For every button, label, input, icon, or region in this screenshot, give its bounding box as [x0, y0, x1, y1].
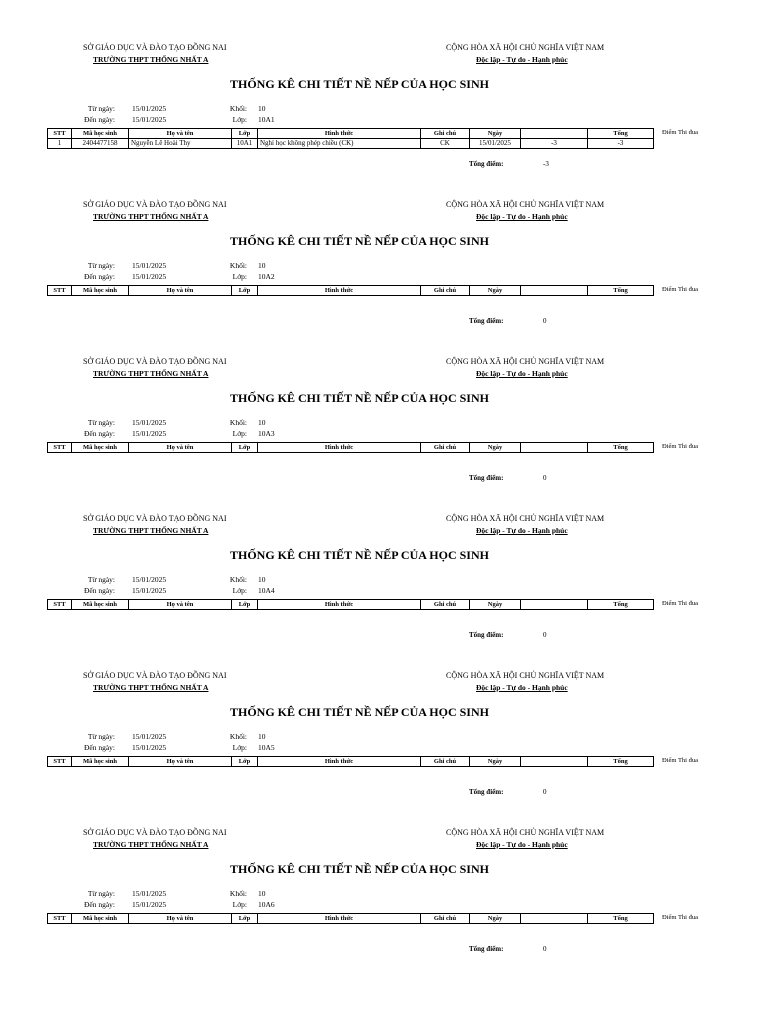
- column-header: Lớp: [232, 600, 258, 610]
- class-report-10a4: [0, 511, 768, 661]
- class-value: 10A3: [258, 429, 275, 438]
- column-header: Hình thức: [258, 129, 421, 139]
- class-label: Lớp:: [232, 743, 247, 752]
- discipline-table: [47, 442, 654, 453]
- school-name: TRƯỜNG THPT THỐNG NHẤT A: [93, 55, 209, 64]
- grade-value: 10: [258, 104, 266, 113]
- department-name: SỞ GIÁO DỤC VÀ ĐÀO TẠO ĐỒNG NAI: [83, 43, 227, 52]
- column-header: Ghi chú: [421, 129, 470, 139]
- from-date-label: Từ ngày:: [87, 104, 115, 113]
- grade-value: 10: [258, 889, 266, 898]
- column-header: Mã học sinh: [72, 914, 129, 924]
- class-value: 10A5: [258, 743, 275, 752]
- report-title: THỐNG KÊ CHI TIẾT NỀ NẾP CỦA HỌC SINH: [230, 548, 489, 562]
- report-title: THỐNG KÊ CHI TIẾT NỀ NẾP CỦA HỌC SINH: [230, 862, 489, 876]
- total-score-label: Tổng điểm:: [469, 160, 504, 168]
- school-name: TRƯỜNG THPT THỐNG NHẤT A: [93, 369, 209, 378]
- national-motto: Độc lập - Tự do - Hạnh phúc: [476, 840, 568, 849]
- class-report-10a5: [0, 668, 768, 818]
- class-report-10a3: [0, 354, 768, 504]
- table-header-row: [48, 600, 654, 610]
- total-score-value: 0: [543, 474, 547, 482]
- class-report-10a2: [0, 197, 768, 347]
- total-score-label: Tổng điểm:: [469, 631, 504, 639]
- class-label: Lớp:: [232, 115, 247, 124]
- column-header: Tổng: [588, 443, 654, 453]
- grade-value: 10: [258, 732, 266, 741]
- column-header: Ngày: [470, 286, 521, 296]
- column-header: Ngày: [470, 757, 521, 767]
- from-date-value: 15/01/2025: [132, 732, 167, 741]
- total-score-label: Tổng điểm:: [469, 788, 504, 796]
- table-cell: CK: [421, 139, 470, 149]
- from-date-label: Từ ngày:: [87, 732, 115, 741]
- column-header: [521, 443, 588, 453]
- to-date-value: 15/01/2025: [132, 586, 167, 595]
- class-report-10a6: [0, 825, 768, 975]
- table-cell: -3: [588, 139, 654, 149]
- nation-name: CỘNG HÒA XÃ HỘI CHỦ NGHĨA VIỆT NAM: [446, 671, 605, 680]
- discipline-table: [47, 913, 654, 924]
- emulation-score-label: Điểm Thi đua: [662, 443, 698, 450]
- grade-label: Khối:: [229, 889, 247, 898]
- to-date-label: Đến ngày:: [83, 429, 115, 438]
- column-header: [521, 757, 588, 767]
- total-score-value: 0: [543, 945, 547, 953]
- column-header: Họ và tên: [129, 443, 232, 453]
- class-label: Lớp:: [232, 429, 247, 438]
- column-header: STT: [48, 443, 72, 453]
- column-header: Tổng: [588, 129, 654, 139]
- class-label: Lớp:: [232, 900, 247, 909]
- table-header-row: [48, 757, 654, 767]
- from-date-label: Từ ngày:: [87, 575, 115, 584]
- class-value: 10A2: [258, 272, 275, 281]
- column-header: Ghi chú: [421, 443, 470, 453]
- nation-name: CỘNG HÒA XÃ HỘI CHỦ NGHĨA VIỆT NAM: [446, 514, 605, 523]
- column-header: Ghi chú: [421, 914, 470, 924]
- to-date-value: 15/01/2025: [132, 429, 167, 438]
- to-date-label: Đến ngày:: [83, 900, 115, 909]
- column-header: [521, 129, 588, 139]
- column-header: STT: [48, 914, 72, 924]
- column-header: Họ và tên: [129, 600, 232, 610]
- to-date-value: 15/01/2025: [132, 115, 167, 124]
- emulation-score-label: Điểm Thi đua: [662, 600, 698, 607]
- grade-label: Khối:: [229, 732, 247, 741]
- column-header: Ngày: [470, 443, 521, 453]
- column-header: Hình thức: [258, 286, 421, 296]
- department-name: SỞ GIÁO DỤC VÀ ĐÀO TẠO ĐỒNG NAI: [83, 200, 227, 209]
- grade-value: 10: [258, 575, 266, 584]
- to-date-label: Đến ngày:: [83, 743, 115, 752]
- from-date-label: Từ ngày:: [87, 261, 115, 270]
- table-row: [48, 139, 654, 149]
- class-value: 10A1: [258, 115, 275, 124]
- total-score-label: Tổng điểm:: [469, 317, 504, 325]
- grade-label: Khối:: [229, 575, 247, 584]
- total-score-label: Tổng điểm:: [469, 945, 504, 953]
- grade-label: Khối:: [229, 104, 247, 113]
- report-title: THỐNG KÊ CHI TIẾT NỀ NẾP CỦA HỌC SINH: [230, 705, 489, 719]
- column-header: Hình thức: [258, 914, 421, 924]
- total-score-value: 0: [543, 631, 547, 639]
- column-header: Họ và tên: [129, 914, 232, 924]
- column-header: Hình thức: [258, 757, 421, 767]
- table-header-row: [48, 286, 654, 296]
- table-header-row: [48, 129, 654, 139]
- to-date-value: 15/01/2025: [132, 272, 167, 281]
- grade-label: Khối:: [229, 418, 247, 427]
- from-date-value: 15/01/2025: [132, 261, 167, 270]
- grade-label: Khối:: [229, 261, 247, 270]
- column-header: Mã học sinh: [72, 757, 129, 767]
- table-cell: -3: [521, 139, 588, 149]
- national-motto: Độc lập - Tự do - Hạnh phúc: [476, 683, 568, 692]
- table-cell: 1: [48, 139, 72, 149]
- column-header: Họ và tên: [129, 757, 232, 767]
- department-name: SỞ GIÁO DỤC VÀ ĐÀO TẠO ĐỒNG NAI: [83, 514, 227, 523]
- to-date-label: Đến ngày:: [83, 272, 115, 281]
- total-score-value: 0: [543, 317, 547, 325]
- column-header: Mã học sinh: [72, 129, 129, 139]
- emulation-score-label: Điểm Thi đua: [662, 129, 698, 136]
- table-cell: 10A1: [232, 139, 258, 149]
- department-name: SỞ GIÁO DỤC VÀ ĐÀO TẠO ĐỒNG NAI: [83, 671, 227, 680]
- column-header: Ngày: [470, 129, 521, 139]
- school-name: TRƯỜNG THPT THỐNG NHẤT A: [93, 526, 209, 535]
- column-header: [521, 286, 588, 296]
- column-header: Ghi chú: [421, 600, 470, 610]
- column-header: Lớp: [232, 443, 258, 453]
- national-motto: Độc lập - Tự do - Hạnh phúc: [476, 526, 568, 535]
- school-name: TRƯỜNG THPT THỐNG NHẤT A: [93, 683, 209, 692]
- column-header: Ghi chú: [421, 286, 470, 296]
- total-score-value: -3: [543, 160, 549, 168]
- table-cell: 15/01/2025: [470, 139, 521, 149]
- column-header: Tổng: [588, 286, 654, 296]
- nation-name: CỘNG HÒA XÃ HỘI CHỦ NGHĨA VIỆT NAM: [446, 200, 605, 209]
- discipline-table: [47, 756, 654, 767]
- to-date-value: 15/01/2025: [132, 743, 167, 752]
- column-header: Tổng: [588, 600, 654, 610]
- column-header: Ngày: [470, 914, 521, 924]
- nation-name: CỘNG HÒA XÃ HỘI CHỦ NGHĨA VIỆT NAM: [446, 357, 605, 366]
- to-date-label: Đến ngày:: [83, 586, 115, 595]
- national-motto: Độc lập - Tự do - Hạnh phúc: [476, 55, 568, 64]
- table-cell: Nghỉ học không phép chiều (CK): [258, 139, 421, 149]
- from-date-value: 15/01/2025: [132, 104, 167, 113]
- column-header: [521, 600, 588, 610]
- discipline-table: [47, 599, 654, 610]
- column-header: [521, 914, 588, 924]
- column-header: STT: [48, 757, 72, 767]
- report-title: THỐNG KÊ CHI TIẾT NỀ NẾP CỦA HỌC SINH: [230, 234, 489, 248]
- nation-name: CỘNG HÒA XÃ HỘI CHỦ NGHĨA VIỆT NAM: [446, 828, 605, 837]
- total-score-value: 0: [543, 788, 547, 796]
- column-header: Mã học sinh: [72, 600, 129, 610]
- column-header: STT: [48, 600, 72, 610]
- grade-value: 10: [258, 418, 266, 427]
- column-header: Họ và tên: [129, 286, 232, 296]
- column-header: Ghi chú: [421, 757, 470, 767]
- column-header: STT: [48, 286, 72, 296]
- department-name: SỞ GIÁO DỤC VÀ ĐÀO TẠO ĐỒNG NAI: [83, 828, 227, 837]
- column-header: Hình thức: [258, 600, 421, 610]
- column-header: Lớp: [232, 286, 258, 296]
- table-cell: Nguyễn Lê Hoài Thy: [129, 139, 232, 149]
- table-header-row: [48, 914, 654, 924]
- report-title: THỐNG KÊ CHI TIẾT NỀ NẾP CỦA HỌC SINH: [230, 77, 489, 91]
- national-motto: Độc lập - Tự do - Hạnh phúc: [476, 369, 568, 378]
- emulation-score-label: Điểm Thi đua: [662, 757, 698, 764]
- column-header: Họ và tên: [129, 129, 232, 139]
- school-name: TRƯỜNG THPT THỐNG NHẤT A: [93, 212, 209, 221]
- column-header: Ngày: [470, 600, 521, 610]
- total-score-label: Tổng điểm:: [469, 474, 504, 482]
- grade-value: 10: [258, 261, 266, 270]
- column-header: Lớp: [232, 914, 258, 924]
- column-header: Tổng: [588, 757, 654, 767]
- table-cell: 2404477158: [72, 139, 129, 149]
- column-header: Lớp: [232, 129, 258, 139]
- column-header: Tổng: [588, 914, 654, 924]
- nation-name: CỘNG HÒA XÃ HỘI CHỦ NGHĨA VIỆT NAM: [446, 43, 605, 52]
- from-date-label: Từ ngày:: [87, 889, 115, 898]
- discipline-table: [47, 128, 654, 149]
- national-motto: Độc lập - Tự do - Hạnh phúc: [476, 212, 568, 221]
- report-title: THỐNG KÊ CHI TIẾT NỀ NẾP CỦA HỌC SINH: [230, 391, 489, 405]
- column-header: Hình thức: [258, 443, 421, 453]
- table-header-row: [48, 443, 654, 453]
- from-date-value: 15/01/2025: [132, 418, 167, 427]
- from-date-label: Từ ngày:: [87, 418, 115, 427]
- class-value: 10A4: [258, 586, 275, 595]
- emulation-score-label: Điểm Thi đua: [662, 286, 698, 293]
- from-date-value: 15/01/2025: [132, 575, 167, 584]
- column-header: Lớp: [232, 757, 258, 767]
- column-header: STT: [48, 129, 72, 139]
- column-header: Mã học sinh: [72, 443, 129, 453]
- column-header: Mã học sinh: [72, 286, 129, 296]
- to-date-value: 15/01/2025: [132, 900, 167, 909]
- class-label: Lớp:: [232, 586, 247, 595]
- to-date-label: Đến ngày:: [83, 115, 115, 124]
- department-name: SỞ GIÁO DỤC VÀ ĐÀO TẠO ĐỒNG NAI: [83, 357, 227, 366]
- discipline-table: [47, 285, 654, 296]
- emulation-score-label: Điểm Thi đua: [662, 914, 698, 921]
- school-name: TRƯỜNG THPT THỐNG NHẤT A: [93, 840, 209, 849]
- class-value: 10A6: [258, 900, 275, 909]
- class-report-10a1: [0, 40, 768, 190]
- from-date-value: 15/01/2025: [132, 889, 167, 898]
- class-label: Lớp:: [232, 272, 247, 281]
